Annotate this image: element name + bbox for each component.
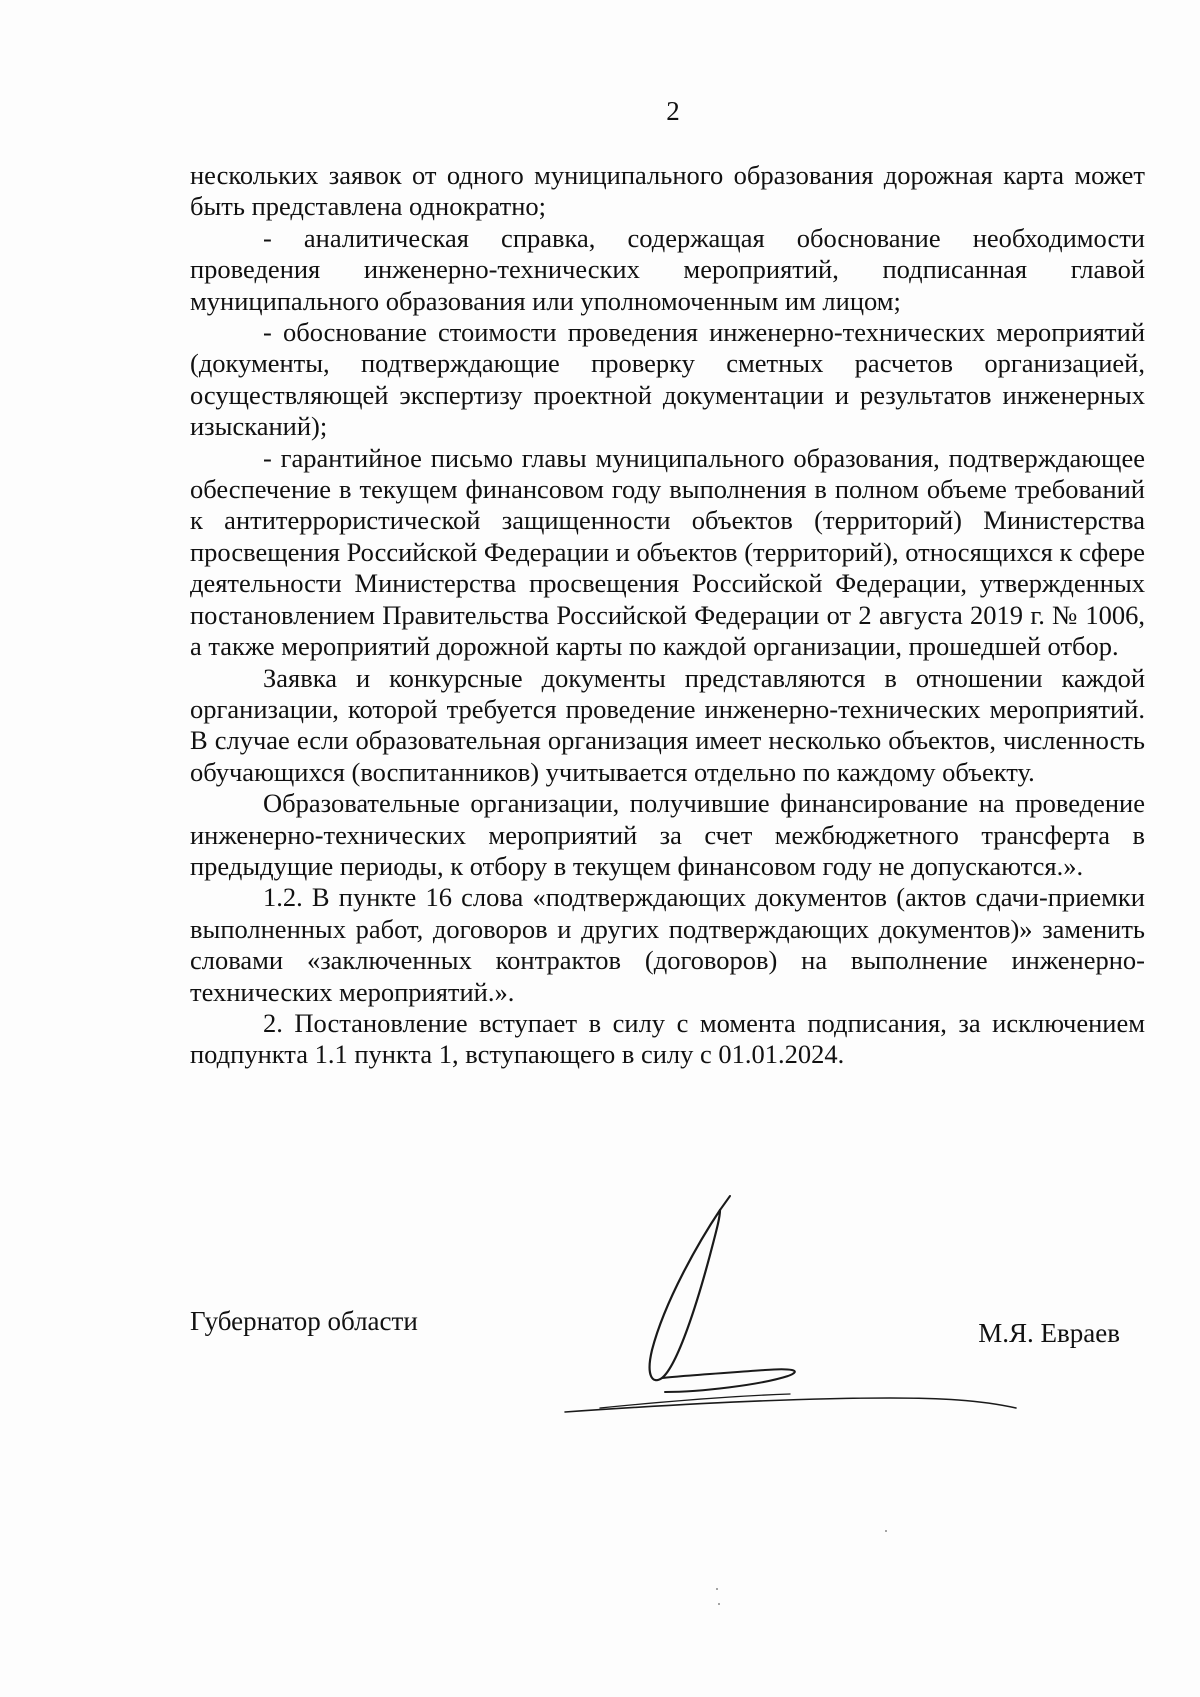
document-body	[190, 160, 1145, 1071]
paragraph-analytic-note: - аналитическая справка, содержащая обоснование необходимости проведения инженерно-технических мероприятий, подписанная главой муниципального образования или уполномоченным им лицом;	[190, 222, 1145, 316]
paragraph-continuation: нескольких заявок от одного муниципального образования дорожная карта может быть представлена однократно;	[190, 160, 1145, 222]
scan-speck	[718, 1603, 720, 1605]
paragraph-application-docs: Заявка и конкурсные документы представляются в отношении каждой организации, которой требуется проведение инженерно-технических мероприятий. В случае если образовательная организация имеет несколько объектов, численность обучающихся (воспитанников) учитывается отдельно по каждому объекту.	[190, 662, 1145, 787]
paragraph-exclusion: Образовательные организации, получившие финансирование на проведение инженерно-технических мероприятий за счет межбюджетного трансферта в предыдущие периоды, к отбору в текущем финансовом году не допускаются.».	[190, 788, 1145, 881]
signatory-name: М.Я. Евраев	[978, 1318, 1120, 1348]
paragraph-guarantee-letter: - гарантийное письмо главы муниципального образования, подтверждающее обеспечение в текущем финансовом году выполнения в полном объеме требований к антитеррористической защищенности объектов (территорий) Министерства просвещения Российской Федерации и объектов (территорий), относящихся к сфере деятельности Министерства просвещения Российской Федерации, утвержденных постановлением Правительства Российской Федерации от 2 августа 2019 г. № 1006, а также мероприятий дорожной карты по каждой организации, прошедшей отбор.	[190, 442, 1145, 662]
page-number: 2	[666, 96, 680, 126]
paragraph-item-1-2: 1.2. В пункте 16 слова «подтверждающих документов (актов сдачи-приемки выполненных работ, договоров и других подтверждающих документов)» заменить словами «заключенных контрактов (договоров) на выполнение инженерно-технических мероприятий.».	[190, 882, 1145, 1007]
paragraph-cost-justification: - обоснование стоимости проведения инженерно-технических мероприятий (документы, подтверждающие проверку сметных расчетов организацией, осуществляющей экспертизу проектной документации и результатов инженерных изысканий);	[190, 317, 1145, 442]
paragraph-item-2: 2. Постановление вступает в силу с момента подписания, за исключением подпункта 1.1 пункта 1, вступающего в силу с 01.01.2024.	[190, 1007, 1145, 1070]
signatory-role: Губернатор области	[190, 1306, 418, 1336]
scan-speck	[885, 1530, 887, 1532]
scan-speck	[716, 1588, 718, 1590]
handwritten-signature	[560, 1180, 1030, 1430]
